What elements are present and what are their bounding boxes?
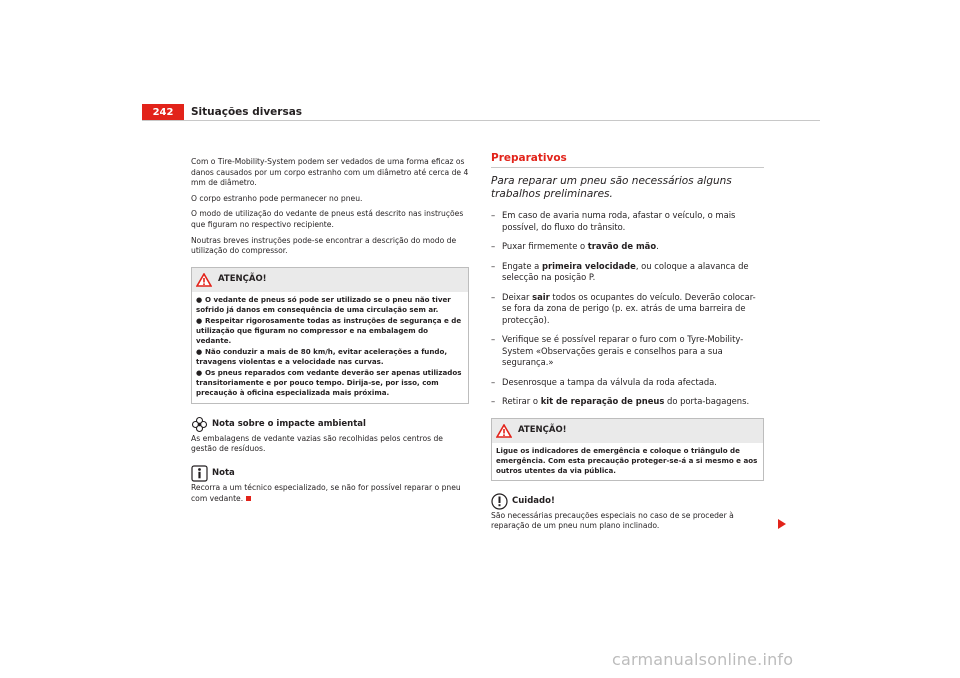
paragraph: O modo de utilização do vedante de pneus está descrito nas instruções que figuram no respectivo recipiente.: [191, 209, 464, 229]
list-item: – Deixar sair todos os ocupantes do veículo. Deverão colocar-se fora da zona de perigo (p. ex. atrás de uma barreira de protecção).: [491, 291, 756, 325]
warning-title: ATENÇÃO!: [218, 274, 267, 285]
warning-body: [192, 292, 468, 403]
left-column: [191, 157, 469, 514]
bullet-icon: ●: [196, 367, 203, 377]
watermark: carmanualsonline.info: [612, 650, 794, 669]
end-of-section-marker: [246, 496, 251, 501]
bullet-icon: ●: [196, 315, 203, 325]
list-item: – Retirar o kit de reparação de pneus do porta-bagagens.: [491, 396, 750, 406]
paragraph: Noutras breves instruções pode-se encontrar a descrição do modo de utilização do compressor.: [191, 235, 457, 256]
paragraph: Com o Tire-Mobility-System podem ser vedados de uma forma eficaz os danos causados por um corpo estranho com um diâmetro até cerca de 4 mm de diâmetro.: [191, 157, 469, 188]
warning-body: Ligue os indicadores de emergência e coloque o triângulo de emergência. Com esta precaução proteger-se-á a si mesmo e aos outros utentes da via pública.: [496, 445, 758, 475]
continue-arrow-icon: [778, 519, 786, 529]
list-item: – Desenrosque a tampa da válvula da roda afectada.: [491, 376, 717, 387]
list-item: – Puxar firmemente o travão de mão.: [491, 241, 659, 251]
flower-environment-icon: [191, 416, 208, 433]
caution-header: [491, 493, 764, 510]
environment-note-text: As embalagens de vedante vazias são recolhidas pelos centros de gestão de resíduos.: [191, 433, 443, 454]
right-column: [491, 152, 764, 542]
header-divider: [142, 120, 820, 121]
warning-triangle-icon: [196, 273, 212, 287]
warning-item: ● O vedante de pneus só pode ser utilizado se o pneu não tiver sofrido já danos em consequência de uma circulação sem ar.: [196, 294, 451, 314]
environment-note-header: [191, 416, 469, 433]
note-title: Nota: [212, 468, 235, 479]
warning-box: [491, 418, 764, 481]
paragraph: O corpo estranho pode permanecer no pneu.: [191, 193, 363, 203]
caution-text: São necessárias precauções especiais no caso de se proceder à reparação de um pneu num plano inclinado.: [491, 510, 734, 531]
warning-title: ATENÇÃO!: [518, 425, 567, 436]
warning-triangle-icon: [496, 424, 512, 438]
chapter-title: Situações diversas: [191, 106, 303, 118]
note-text: Recorra a um técnico especializado, se não for possível reparar o pneu com vedante.: [191, 482, 461, 503]
caution-exclamation-icon: [491, 493, 508, 510]
warning-header: [492, 419, 763, 443]
bullet-icon: ●: [196, 294, 203, 304]
note-info-icon: [191, 465, 208, 482]
list-item: – Engate a primeira velocidade, ou coloque a alavanca de selecção na posição P.: [491, 260, 749, 282]
bullet-icon: ●: [196, 346, 203, 356]
page-number-badge: 242: [142, 104, 184, 120]
note-header: [191, 465, 469, 482]
section-intro: Para reparar um pneu são necessários alguns trabalhos preliminares.: [491, 175, 732, 200]
warning-box: [191, 267, 469, 404]
list-item: – Verifique se é possível reparar o furo com o Tyre-Mobility-System «Observações gerais e conselhos para a sua segurança.»: [491, 334, 744, 367]
warning-item: ● Os pneus reparados com vedante deverão ser apenas utilizados transitoriamente e por pouco tempo. Dirija-se, por isso, com precaução à oficina especializada mais próxima.: [196, 367, 462, 397]
environment-note-title: Nota sobre o impacte ambiental: [212, 418, 366, 429]
caution-title: Cuidado!: [512, 495, 555, 506]
warning-item: ● Não conduzir a mais de 80 km/h, evitar acelerações a fundo, travagens violentas e a velocidade nas curvas.: [196, 346, 448, 366]
section-title: Preparativos: [491, 152, 764, 168]
warning-header: [192, 268, 468, 292]
warning-item: ● Respeitar rigorosamente todas as instruções de segurança e de utilização que figuram no compressor e na embalagem do vedante.: [196, 315, 462, 345]
list-item: – Em caso de avaria numa roda, afastar o veículo, o mais possível, do fluxo do trânsito.: [491, 210, 736, 232]
step-list: [491, 210, 764, 408]
